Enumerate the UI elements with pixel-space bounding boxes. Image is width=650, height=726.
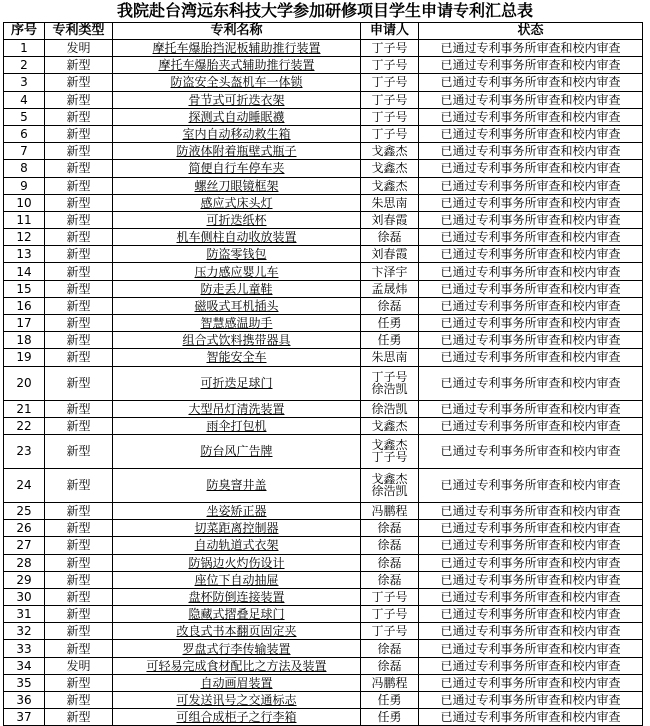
status-cell: 已通过专利事务所审查和校内审查 [419, 571, 643, 588]
row-number-cell: 6 [4, 125, 45, 142]
applicant-cell [361, 606, 419, 623]
row-number-cell: 7 [4, 143, 45, 160]
patent-name-cell: 摩托车爆胎夹式辅助推行装置 [113, 57, 361, 74]
row-number-cell: 16 [4, 297, 45, 314]
applicant-cell [361, 554, 419, 571]
applicant-name: 丁子号 [371, 127, 408, 142]
patent-name-cell: 磁吸式耳机插头 [113, 297, 361, 314]
applicant-cell [361, 588, 419, 605]
row-number-cell: 15 [4, 280, 45, 297]
status-cell: 已通过专利事务所审查和校内审查 [419, 554, 643, 571]
applicant-cell [361, 229, 419, 246]
row-number-cell: 12 [4, 229, 45, 246]
row-number-cell: 1 [4, 40, 45, 57]
status-cell: 已通过专利事务所审查和校内审查 [419, 502, 643, 519]
applicant-name: 丁子号 [371, 109, 408, 124]
patent-type-cell: 新型 [45, 143, 113, 160]
applicant-cell [361, 177, 419, 194]
row-number-cell: 24 [4, 468, 45, 502]
row-number-cell: 25 [4, 502, 45, 519]
table-row [4, 366, 643, 400]
applicant-cell [361, 571, 419, 588]
row-number-cell: 19 [4, 349, 45, 366]
applicant-cell [361, 400, 419, 417]
row-number-cell: 21 [4, 400, 45, 417]
row-number-cell: 3 [4, 74, 45, 91]
status-cell: 已通过专利事务所审查和校内审查 [419, 366, 643, 400]
row-number-cell: 32 [4, 623, 45, 640]
applicant-name: 任勇 [377, 333, 402, 348]
patent-name-cell: 智慧感温助手 [113, 315, 361, 332]
status-cell: 已通过专利事务所审查和校内审查 [419, 40, 643, 57]
patent-type-cell: 新型 [45, 211, 113, 228]
patent-type-cell: 新型 [45, 315, 113, 332]
applicant-cell [361, 674, 419, 691]
row-number-cell: 2 [4, 57, 45, 74]
patent-type-cell: 新型 [45, 297, 113, 314]
patent-type-cell: 新型 [45, 160, 113, 177]
header-cell-type: 专利类型 [45, 23, 113, 40]
applicant-name: 戈鑫杰 [371, 161, 408, 176]
table-row [4, 143, 643, 160]
patent-type-cell: 新型 [45, 229, 113, 246]
status-cell: 已通过专利事务所审查和校内审查 [419, 588, 643, 605]
table-row [4, 554, 643, 571]
patent-name-cell: 防盗零钱包 [113, 246, 361, 263]
status-cell: 已通过专利事务所审查和校内审查 [419, 194, 643, 211]
table-row [4, 229, 643, 246]
applicant-name: 徐磊 [377, 538, 402, 553]
applicant-cell [361, 502, 419, 519]
table-row [4, 57, 643, 74]
patent-type-cell: 新型 [45, 709, 113, 726]
status-cell: 已通过专利事务所审查和校内审查 [419, 177, 643, 194]
row-number-cell: 22 [4, 417, 45, 434]
table-row [4, 468, 643, 502]
patent-type-cell: 新型 [45, 349, 113, 366]
row-number-cell: 13 [4, 246, 45, 263]
applicant-name: 戈鑫杰 [371, 472, 408, 487]
patent-type-cell: 新型 [45, 571, 113, 588]
table-row [4, 160, 643, 177]
status-cell: 已通过专利事务所审查和校内审查 [419, 417, 643, 434]
patent-name-cell: 自动轨道式衣架 [113, 537, 361, 554]
patent-name-cell: 切菜距离控制器 [113, 520, 361, 537]
row-number-cell: 35 [4, 674, 45, 691]
patent-name-cell: 自动画眉装置 [113, 674, 361, 691]
applicant-name: 徐磊 [377, 230, 402, 245]
patent-name-cell: 感应式床头灯 [113, 194, 361, 211]
patent-type-cell: 新型 [45, 692, 113, 709]
patent-type-cell: 新型 [45, 332, 113, 349]
status-cell: 已通过专利事务所审查和校内审查 [419, 91, 643, 108]
table-row [4, 400, 643, 417]
patent-type-cell: 新型 [45, 417, 113, 434]
patent-name-cell: 压力感应婴儿车 [113, 263, 361, 280]
row-number-cell: 9 [4, 177, 45, 194]
applicant-cell [361, 537, 419, 554]
applicant-cell [361, 332, 419, 349]
status-cell: 已通过专利事务所审查和校内审查 [419, 434, 643, 468]
row-number-cell: 14 [4, 263, 45, 280]
applicant-cell [361, 657, 419, 674]
applicant-name: 丁子号 [371, 607, 408, 622]
table-row [4, 194, 643, 211]
row-number-cell: 36 [4, 692, 45, 709]
row-number-cell: 28 [4, 554, 45, 571]
applicant-name: 任勇 [377, 710, 402, 725]
applicant-name: 徐磊 [377, 658, 402, 673]
table-row [4, 211, 643, 228]
patent-type-cell: 新型 [45, 537, 113, 554]
table-row [4, 74, 643, 91]
applicant-cell [361, 194, 419, 211]
applicant-name: 丁子号 [371, 624, 408, 639]
applicant-cell [361, 108, 419, 125]
status-cell: 已通过专利事务所审查和校内审查 [419, 709, 643, 726]
patent-type-cell: 新型 [45, 554, 113, 571]
patent-name-cell: 盘杯防倒连接装置 [113, 588, 361, 605]
table-row [4, 125, 643, 142]
patent-type-cell: 新型 [45, 91, 113, 108]
applicant-cell [361, 349, 419, 366]
status-cell: 已通过专利事务所审查和校内审查 [419, 400, 643, 417]
patent-type-cell: 新型 [45, 263, 113, 280]
patent-name-cell: 简便自行车停车夹 [113, 160, 361, 177]
patent-type-cell: 新型 [45, 502, 113, 519]
applicant-name: 戈鑫杰 [371, 178, 408, 193]
patent-name-cell: 大型吊灯清洗装置 [113, 400, 361, 417]
patent-name-cell: 坐姿矫正器 [113, 502, 361, 519]
status-cell: 已通过专利事务所审查和校内审查 [419, 537, 643, 554]
patent-name-cell: 防盗安全头盔机车一体锁 [113, 74, 361, 91]
patent-name-cell: 防臭窨井盖 [113, 468, 361, 502]
row-number-cell: 10 [4, 194, 45, 211]
applicant-cell [361, 40, 419, 57]
table-row [4, 502, 643, 519]
applicant-name: 刘春霞 [371, 212, 408, 227]
applicant-cell [361, 91, 419, 108]
table-row [4, 640, 643, 657]
applicant-name: 刘春霞 [371, 247, 408, 262]
table-row [4, 674, 643, 691]
patent-name-cell: 座位下自动抽屉 [113, 571, 361, 588]
status-cell: 已通过专利事务所审查和校内审查 [419, 623, 643, 640]
patent-type-cell: 新型 [45, 674, 113, 691]
patent-name-cell: 可发送讯号之交通标志 [113, 692, 361, 709]
table-row [4, 263, 643, 280]
row-number-cell: 23 [4, 434, 45, 468]
row-number-cell: 4 [4, 91, 45, 108]
applicant-name: 戈鑫杰 [371, 438, 408, 453]
applicant-cell [361, 520, 419, 537]
patent-name-cell: 可折迭足球门 [113, 366, 361, 400]
patent-name-cell: 骨节式可折迭衣架 [113, 91, 361, 108]
header-cell-applicant: 申请人 [361, 23, 419, 40]
patent-type-cell: 新型 [45, 366, 113, 400]
status-cell: 已通过专利事务所审查和校内审查 [419, 108, 643, 125]
patent-name-cell: 组合式饮料携带器具 [113, 332, 361, 349]
applicant-cell [361, 468, 419, 502]
patent-name-cell: 防液体附着瓶壁式瓶子 [113, 143, 361, 160]
patent-type-cell: 新型 [45, 400, 113, 417]
patent-type-cell: 新型 [45, 246, 113, 263]
applicant-cell [361, 211, 419, 228]
status-cell: 已通过专利事务所审查和校内审查 [419, 349, 643, 366]
patent-type-cell: 新型 [45, 194, 113, 211]
status-cell: 已通过专利事务所审查和校内审查 [419, 143, 643, 160]
status-cell: 已通过专利事务所审查和校内审查 [419, 657, 643, 674]
table-row [4, 588, 643, 605]
applicant-name: 任勇 [377, 316, 402, 331]
patent-type-cell: 新型 [45, 640, 113, 657]
row-number-cell: 34 [4, 657, 45, 674]
status-cell: 已通过专利事务所审查和校内审查 [419, 297, 643, 314]
status-cell: 已通过专利事务所审查和校内审查 [419, 315, 643, 332]
patent-type-cell: 新型 [45, 280, 113, 297]
patent-type-cell: 新型 [45, 606, 113, 623]
status-cell: 已通过专利事务所审查和校内审查 [419, 606, 643, 623]
applicant-cell [361, 143, 419, 160]
table-row [4, 417, 643, 434]
table-title: 我院赴台湾远东科技大学参加研修项目学生申请专利汇总表 [116, 1, 533, 20]
applicant-name: 任勇 [377, 693, 402, 708]
applicant-cell [361, 74, 419, 91]
patent-name-cell: 摩托车爆胎挡泥板辅助推行装置 [113, 40, 361, 57]
patent-name-cell: 雨伞打包机 [113, 417, 361, 434]
table-row [4, 537, 643, 554]
status-cell: 已通过专利事务所审查和校内审查 [419, 674, 643, 691]
row-number-cell: 27 [4, 537, 45, 554]
applicant-cell [361, 160, 419, 177]
table-row [4, 709, 643, 726]
header-cell-name: 专利名称 [113, 23, 361, 40]
table-row [4, 623, 643, 640]
patent-name-cell: 罗盘式行李传输装置 [113, 640, 361, 657]
status-cell: 已通过专利事务所审查和校内审查 [419, 263, 643, 280]
applicant-name: 徐磊 [377, 298, 402, 313]
patent-type-cell: 新型 [45, 177, 113, 194]
table-row [4, 349, 643, 366]
applicant-cell [361, 366, 419, 400]
row-number-cell: 29 [4, 571, 45, 588]
applicant-cell [361, 125, 419, 142]
table-row [4, 606, 643, 623]
table-body [4, 23, 643, 726]
applicant-name: 徐浩凯 [371, 484, 408, 499]
patent-type-cell: 新型 [45, 434, 113, 468]
patent-name-cell: 防走丢儿童鞋 [113, 280, 361, 297]
patent-type-cell: 发明 [45, 40, 113, 57]
patent-name-cell: 改良式书本翻页固定夹 [113, 623, 361, 640]
row-number-cell: 8 [4, 160, 45, 177]
row-number-cell: 18 [4, 332, 45, 349]
table-row [4, 434, 643, 468]
table-row [4, 332, 643, 349]
applicant-name: 戈鑫杰 [371, 418, 408, 433]
status-cell: 已通过专利事务所审查和校内审查 [419, 160, 643, 177]
patent-type-cell: 新型 [45, 125, 113, 142]
applicant-cell [361, 315, 419, 332]
applicant-name: 徐磊 [377, 521, 402, 536]
applicant-cell [361, 246, 419, 263]
status-cell: 已通过专利事务所审查和校内审查 [419, 520, 643, 537]
row-number-cell: 26 [4, 520, 45, 537]
patent-name-cell: 防锅边火灼伤设计 [113, 554, 361, 571]
table-row [4, 108, 643, 125]
patent-name-cell: 隐藏式摺叠足球门 [113, 606, 361, 623]
row-number-cell: 11 [4, 211, 45, 228]
applicant-name: 朱思南 [371, 350, 408, 365]
applicant-name: 徐磊 [377, 555, 402, 570]
applicant-name: 徐浩凯 [371, 401, 408, 416]
applicant-cell [361, 57, 419, 74]
applicant-name: 丁子号 [371, 370, 408, 385]
row-number-cell: 17 [4, 315, 45, 332]
patent-name-cell: 螺丝刀眼镜框架 [113, 177, 361, 194]
applicant-cell [361, 297, 419, 314]
applicant-name: 卞泽宇 [371, 264, 408, 279]
table-row [4, 280, 643, 297]
patent-type-cell: 新型 [45, 623, 113, 640]
applicant-name: 丁子号 [371, 450, 408, 465]
patent-type-cell: 新型 [45, 468, 113, 502]
patent-name-cell: 可折迭纸杯 [113, 211, 361, 228]
applicant-name: 戈鑫杰 [371, 144, 408, 159]
applicant-name: 徐磊 [377, 572, 402, 587]
applicant-name: 丁子号 [371, 75, 408, 90]
patent-name-cell: 可轻易完成食材配比之方法及装置 [113, 657, 361, 674]
applicant-cell [361, 280, 419, 297]
status-cell: 已通过专利事务所审查和校内审查 [419, 692, 643, 709]
table-row [4, 571, 643, 588]
status-cell: 已通过专利事务所审查和校内审查 [419, 246, 643, 263]
header-cell-status: 状态 [419, 23, 643, 40]
applicant-cell [361, 623, 419, 640]
patent-name-cell: 探测式自动睡眠襪 [113, 108, 361, 125]
status-cell: 已通过专利事务所审查和校内审查 [419, 74, 643, 91]
row-number-cell: 30 [4, 588, 45, 605]
status-cell: 已通过专利事务所审查和校内审查 [419, 280, 643, 297]
patent-type-cell: 新型 [45, 74, 113, 91]
status-cell: 已通过专利事务所审查和校内审查 [419, 211, 643, 228]
table-row [4, 297, 643, 314]
patent-name-cell: 机车侧柱自动收放装置 [113, 229, 361, 246]
table-row [4, 692, 643, 709]
status-cell: 已通过专利事务所审查和校内审查 [419, 125, 643, 142]
applicant-cell [361, 709, 419, 726]
header-cell-no: 序号 [4, 23, 45, 40]
patent-type-cell: 新型 [45, 520, 113, 537]
patent-type-cell: 新型 [45, 588, 113, 605]
applicant-name: 徐磊 [377, 641, 402, 656]
row-number-cell: 37 [4, 709, 45, 726]
applicant-name: 丁子号 [371, 92, 408, 107]
applicant-name: 丁子号 [371, 58, 408, 73]
applicant-cell [361, 692, 419, 709]
patent-name-cell: 防台风广告牌 [113, 434, 361, 468]
applicant-cell [361, 263, 419, 280]
table-row [4, 246, 643, 263]
applicant-name: 冯鹏程 [371, 504, 408, 519]
table-row [4, 177, 643, 194]
status-cell: 已通过专利事务所审查和校内审查 [419, 229, 643, 246]
row-number-cell: 33 [4, 640, 45, 657]
applicant-name: 丁子号 [371, 41, 408, 56]
patent-summary-table [3, 22, 643, 726]
row-number-cell: 31 [4, 606, 45, 623]
applicant-name: 朱思南 [371, 195, 408, 210]
status-cell: 已通过专利事务所审查和校内审查 [419, 468, 643, 502]
patent-type-cell: 发明 [45, 657, 113, 674]
table-row [4, 315, 643, 332]
header-row [4, 23, 643, 40]
applicant-cell [361, 434, 419, 468]
patent-name-cell: 智能安全车 [113, 349, 361, 366]
status-cell: 已通过专利事务所审查和校内审查 [419, 57, 643, 74]
applicant-name: 徐浩凯 [371, 382, 408, 397]
status-cell: 已通过专利事务所审查和校内审查 [419, 332, 643, 349]
table-row [4, 40, 643, 57]
table-row [4, 657, 643, 674]
patent-type-cell: 新型 [45, 108, 113, 125]
applicant-name: 孟晟炜 [371, 281, 408, 296]
applicant-name: 冯鹏程 [371, 675, 408, 690]
row-number-cell: 5 [4, 108, 45, 125]
row-number-cell: 20 [4, 366, 45, 400]
patent-name-cell: 可组合成柜子之行李箱 [113, 709, 361, 726]
applicant-cell [361, 640, 419, 657]
table-row [4, 91, 643, 108]
applicant-cell [361, 417, 419, 434]
applicant-name: 丁子号 [371, 589, 408, 604]
patent-type-cell: 新型 [45, 57, 113, 74]
table-row [4, 520, 643, 537]
patent-name-cell: 室内自动移动救生箱 [113, 125, 361, 142]
status-cell: 已通过专利事务所审查和校内审查 [419, 640, 643, 657]
